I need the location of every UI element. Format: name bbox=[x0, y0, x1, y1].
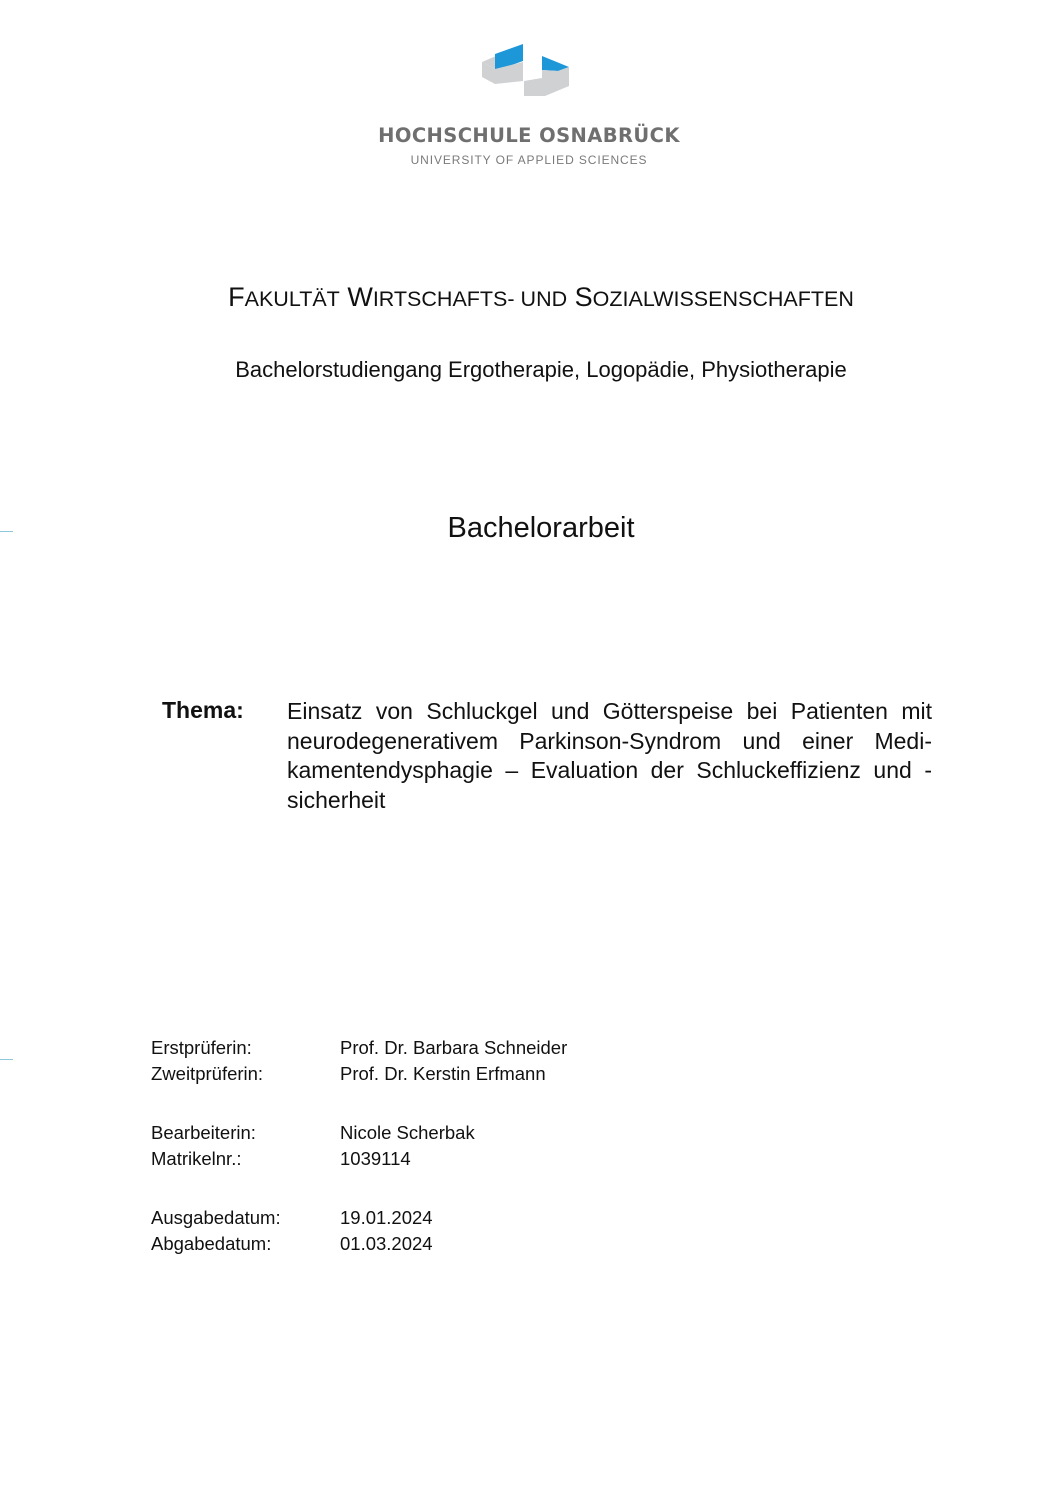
meta-row-author bbox=[151, 1120, 567, 1146]
meta-value: 19.01.2024 bbox=[340, 1207, 433, 1228]
fold-mark bbox=[0, 1059, 13, 1060]
logo-subtitle: UNIVERSITY OF APPLIED SCIENCES bbox=[410, 153, 648, 167]
fold-mark bbox=[0, 531, 13, 532]
faculty-word-3: OZIALWISSENSCHAFTEN bbox=[592, 287, 854, 311]
meta-row-submission-date bbox=[151, 1231, 567, 1257]
faculty-cap-2: W bbox=[347, 282, 373, 312]
meta-value: Prof. Dr. Kerstin Erfmann bbox=[340, 1063, 546, 1084]
meta-key: Matrikelnr.: bbox=[151, 1148, 242, 1169]
university-logo bbox=[0, 44, 1058, 167]
topic-label: Thema: bbox=[162, 697, 244, 723]
meta-row-matriculation bbox=[151, 1146, 567, 1172]
logo-mark-icon bbox=[479, 44, 579, 104]
meta-key: Ausgabedatum: bbox=[151, 1207, 281, 1228]
meta-value: Nicole Scherbak bbox=[340, 1122, 475, 1143]
meta-value: 1039114 bbox=[340, 1148, 411, 1169]
meta-row-first-examiner bbox=[151, 1035, 567, 1061]
faculty-word-2: IRTSCHAFTS bbox=[372, 287, 508, 311]
study-program: Bachelorstudiengang Ergotherapie, Logopädie, Physiotherapie bbox=[235, 357, 847, 382]
faculty-cap-3: S bbox=[574, 282, 593, 312]
meta-key: Bearbeiterin: bbox=[151, 1122, 256, 1143]
topic-text: Einsatz von Schluckgel und Götterspeise bei Patienten mit neurodegenerativem Parkinson-Syndrom und einer Medikamentendysphagie – Evaluation der Schluckeffizienz und -sicherheit bbox=[287, 698, 932, 813]
logo-name: HOCHSCHULE OSNABRÜCK bbox=[378, 124, 680, 147]
document-type: Bachelorarbeit bbox=[447, 512, 635, 544]
meta-value: 01.03.2024 bbox=[340, 1233, 433, 1254]
meta-key: Erstprüferin: bbox=[151, 1037, 252, 1058]
meta-key: Abgabedatum: bbox=[151, 1233, 272, 1254]
faculty-conj: - UND bbox=[507, 287, 568, 311]
faculty-word-1: AKULTÄT bbox=[244, 287, 340, 311]
meta-row-second-examiner bbox=[151, 1061, 567, 1087]
meta-value: Prof. Dr. Barbara Schneider bbox=[340, 1037, 568, 1058]
thesis-metadata bbox=[151, 1035, 567, 1257]
faculty-cap-1: F bbox=[228, 282, 245, 312]
meta-key: Zweitprüferin: bbox=[151, 1063, 264, 1084]
faculty-title bbox=[0, 282, 1058, 313]
meta-row-issue-date bbox=[151, 1205, 567, 1231]
